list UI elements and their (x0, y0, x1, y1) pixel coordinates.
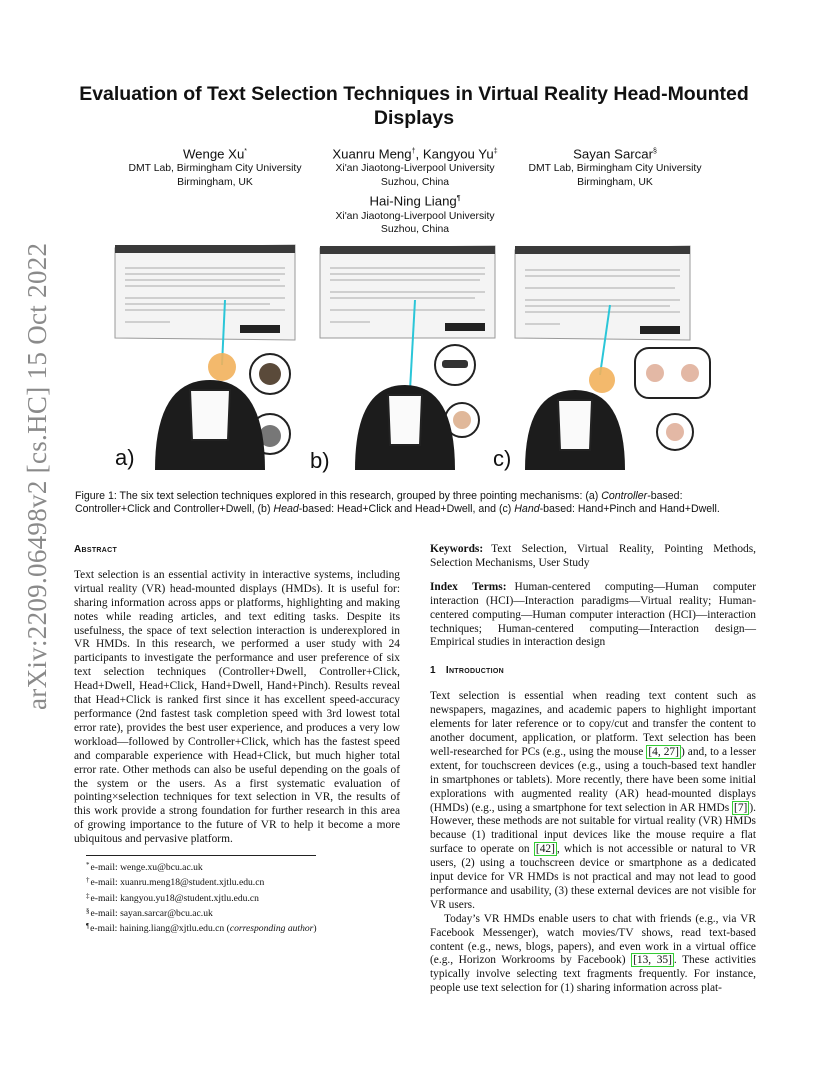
author-block-3: Sayan Sarcar§ DMT Lab, Birmingham City University Birmingham, UK (510, 143, 720, 189)
panel-b-illustration (310, 246, 495, 473)
author-location: Birmingham, UK (177, 176, 253, 188)
index-terms: Index Terms: Human-centered computing—Human computer interaction (HCI)—Interaction paradigms—Virtual reality; Human-centered computing—Human computer interaction (HCI)—interaction techniques; Human-centered computing—Interaction design—Empirical studies in interaction design (430, 580, 756, 649)
abstract-heading: Abstract (74, 544, 118, 555)
panel-a-illustration (115, 245, 295, 470)
footnote: †e-mail: xuanru.meng18@student.xjtlu.edu.cn (86, 876, 265, 889)
keywords: Keywords: Text Selection, Virtual Reality, Pointing Methods, Selection Mechanisms, User Study (430, 543, 756, 569)
citation-link[interactable]: [7] (734, 801, 748, 814)
author-location: Birmingham, UK (577, 176, 653, 188)
introduction-heading: 1 Introduction (430, 665, 504, 677)
footnote: *e-mail: wenge.xu@bcu.ac.uk (86, 861, 203, 873)
author-name: Xuanru Meng (332, 146, 412, 162)
intro-paragraph-2: Today’s VR HMDs enable users to chat with friends (e.g., via VR Facebook Messenger), watch movies/TV shows, read text-based content (e.g., news, blogs, papers), and even work in a virtual office (e.g., Horizon Workrooms by Facebook) [13, 35] . These activities typically involve selecting text fragments frequently. For instance, people use text selection for (1) sharing information across plat- (430, 912, 756, 995)
author-location: Suzhou, China (380, 224, 450, 236)
author-block-2: Xuanru Meng†, Kangyou Yu‡ Xi'an Jiaotong-Liverpool University Suzhou, China Hai-Ning Liang¶ Xi'an Jiaotong-Liverpool University Suzhou, China (310, 143, 520, 237)
panel-c-illustration (493, 246, 710, 471)
teaser-figure (110, 240, 720, 480)
footnote: ‡e-mail: kangyou.yu18@student.xjtlu.edu.cn (86, 891, 259, 904)
author-affiliation: Xi'an Jiaotong-Liverpool University (335, 163, 495, 175)
figure-caption: Figure 1: The six text selection techniques explored in this research, grouped by three pointing mechanisms: (a) Controller-based: Controller+Click and Controller+Dwell, (b) Head-based: Head+Click and Head+Dwell, and (c) Hand-based: Hand+Pinch and Hand+Dwell. (75, 490, 720, 516)
author-name: Kangyou Yu (422, 146, 494, 162)
abstract-text: Text selection is an essential activity in interactive systems, including virtual reality (VR) head-mounted displays (HMDs). It is useful for: sharing information across apps or platforms, highlighting and making notes while reading articles, and text editing tasks. Despite its usefulness, the space of text selection interaction is underexplored in VR HMDs. In this research, we performed a user study with 24 participants to investigate the performance and user preference of six text selection techniques (Controller+Dwell, Controller+Click, Head+Dwell, Head+Click, Hand+Dwell, Hand+Pinch). Results reveal that Head+Click is ranked first since it has excellent speed-accuracy performance (2nd fastest task completion speed with 3rd lowest total error rate), provides the best user experience, and produces a very low workload—followed by Controller+Click, which has the fastest speed and comparable experience with Head+Click, but much higher total error rate. Other methods can also be useful depending on the goals of the system or the users. As a first systematic evaluation of pointing×selection techniques for text selection in VR, the results of this work provide a strong foundation for further research in this area of growing importance to the future of VR to help it become a more ubiquitous and pervasive platform. (74, 568, 400, 846)
intro-paragraph-1: Text selection is essential when reading text content such as newspapers, magazines, and academic papers to highlight important elements for later reference or to copy/cut and transfer the content to another document, application, or platform. Text selection has been well-researched for PCs (e.g., using the mouse [4, 27] ) and, to a lesser extent, for touchscreen devices (e.g., using a touch-based text handler in smartphones or tablets). More recently, there have been some initial explorations with augmented reality (AR) head-mounted displays (HMDs) (e.g., using a smartphone for text selection in AR HMDs [7] ). However, these methods are not suitable for virtual reality (VR) HMDs because (1) traditional input devices like the mouse require a flat surface to operate on [42] , which is not accessible or natural to VR users, (2) using a touchscreen device or smartphone as a dedicated input device for VR HMDs is not practical and may not lead to good performance and usability, (3) these external devices are not visible for VR users. (430, 690, 756, 911)
right-column (430, 543, 756, 996)
citation-link[interactable]: [13, 35] (633, 954, 672, 967)
author-block-1: Wenge Xu* DMT Lab, Birmingham City University Birmingham, UK (110, 143, 320, 189)
author-location: Suzhou, China (380, 176, 450, 188)
panel-a-label: a) (115, 445, 135, 470)
author-name: Sayan Sarcar (573, 146, 653, 162)
paper-title: Evaluation of Text Selection Techniques in Virtual Reality Head-Mounted Displays (79, 83, 749, 129)
author-name: Hai-Ning Liang (369, 193, 457, 209)
citation-link[interactable]: [42] (535, 843, 555, 856)
footnote: ¶e-mail: haining.liang@xjtlu.edu.cn (corresponding author) (86, 922, 317, 935)
panel-c-label: c) (493, 446, 512, 471)
author-affiliation: DMT Lab, Birmingham City University (528, 163, 702, 175)
footnote: §e-mail: sayan.sarcar@bcu.ac.uk (86, 906, 213, 919)
citation-link[interactable]: [4, 27] (648, 745, 679, 758)
footnote-divider (86, 855, 316, 856)
author-affiliation: DMT Lab, Birmingham City University (128, 163, 302, 175)
author-name: Wenge Xu (182, 146, 245, 162)
left-column (74, 543, 400, 847)
panel-b-label: b) (310, 448, 330, 473)
arxiv-identifier: arXiv:2209.06498v2 [cs.HC] 15 Oct 2022 (22, 242, 52, 710)
footnotes (86, 859, 400, 935)
author-affiliation: Xi'an Jiaotong-Liverpool University (335, 210, 495, 222)
